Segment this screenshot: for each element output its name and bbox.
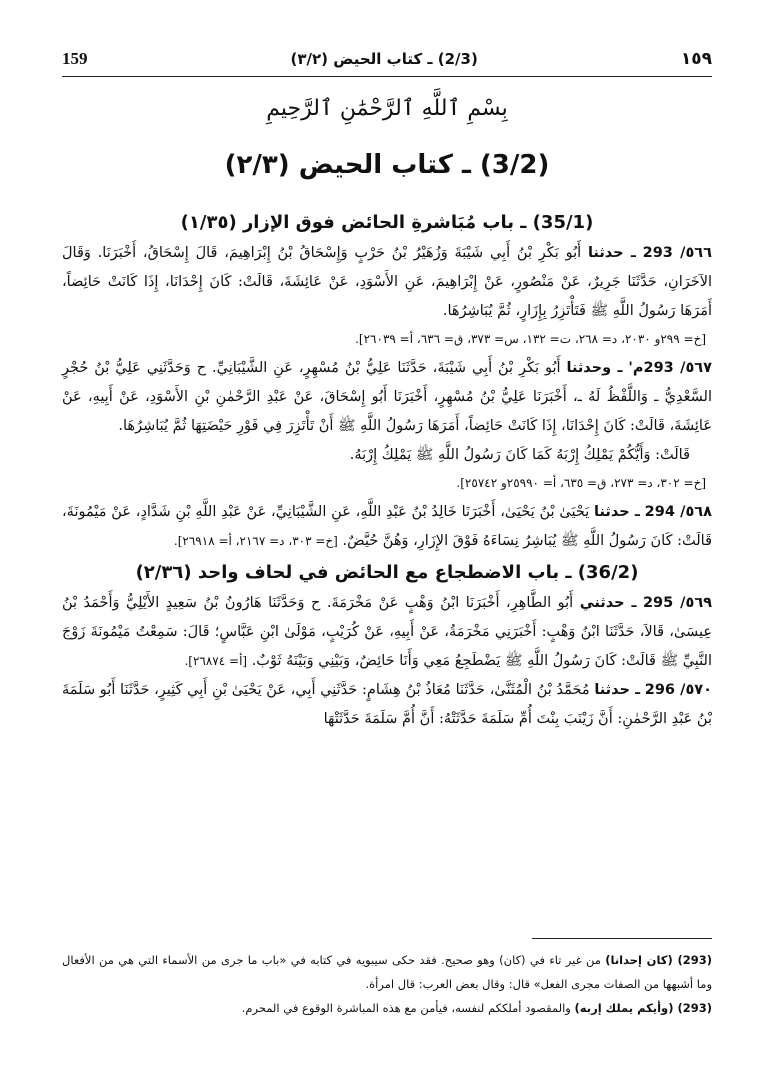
page-number-arabic: ١٥٩	[680, 49, 712, 69]
book-page	[62, 30, 712, 1070]
hadith-lead: ـ حدثنا	[594, 504, 640, 520]
footnote-ref: (293) (وأيكم يملك إربه)	[574, 1001, 712, 1015]
hadith-lead: ـ وحدثنا	[566, 360, 623, 376]
hadith-lead: ـ حدثنا	[587, 245, 636, 261]
hadith-number: ٥٦٦/ 293	[642, 245, 712, 261]
running-title: (2/3) ـ كتاب الحيض (٣/٢)	[290, 50, 478, 68]
hadith-number: ٥٧٠/ 296	[644, 682, 713, 698]
basmala: بِسْمِ ٱللَّهِ ٱلرَّحْمَٰنِ ٱلرَّحِيمِ	[266, 96, 508, 121]
hadith-lead: ـ حدثنا	[594, 682, 641, 698]
hadith-number: ٥٦٩/ 295	[642, 595, 713, 611]
hadith-number: ٥٦٧/ 293م'	[628, 360, 713, 376]
footnotes	[62, 948, 712, 1020]
hadith-text: أَبُو بَكْرِ بْنُ أَبِي شَيْبَةَ وَزُهَيْرُ بْنُ حَرْبٍ وَإِسْحَاقُ بْنُ إِبْرَاهِيمَ، قَالَ إِسْحَاقُ، أَخْبَرَنَا. وَقَالَ الآخَرَانِ، حَدَّثَنَا جَرِيرٌ، عَنْ مَنْصُورٍ، عَنْ إِبْرَاهِيمَ، عَنِ الأَسْوَدِ، عَنْ عَائِشَةَ، قَالَتْ: كَانَ إِحْدَانَا، إِذَا كَانَتْ حَائِضاً، أَمَرَهَا رَسُولُ اللَّهِ ﷺ فَتَأْتَزِرُ بِإِزَارٍ، ثُمَّ يُبَاشِرُهَا.	[62, 245, 712, 319]
hadith-570	[62, 676, 712, 734]
hadith-text: أَبُو الطَّاهِرِ، أَخْبَرَنَا ابْنُ وَهْبٍ عَنْ مَخْرَمَةَ. ح وَحَدَّثَنَا هَارُونُ بْنُ سَعِيدٍ الأَيْلِيُّ وَأَحْمَدُ بْنُ عِيسَىٰ، قَالاَ، حَدَّثَنَا ابْنُ وَهْبٍ: أَخْبَرَنِي مَخْرَمَةُ، عَنْ أَبِيهِ، عَنْ كُرَيْبٍ، مَوْلَىٰ ابْنِ عَبَّاسٍ؛ قَالَ: سَمِعْتُ مَيْمُونَةَ زَوْجَ النَّبِيِّ ﷺ قَالَتْ: كَانَ رَسُولُ اللَّهِ ﷺ يَضْطَجِعُ مَعِي وَأَنَا حَائِضٌ، وَبَيْنِي وَبَيْنَهُ ثَوْبٌ.	[62, 595, 712, 669]
hadith-source: [خ= ٣٠٢، د= ٢٧٣، ق= ٦٣٥، أ= ٢٥٩٩٠و ٢٥٧٤٢].	[456, 476, 706, 490]
hadith-text: مُحَمَّدُ بْنُ الْمُثَنَّىٰ، حَدَّثَنَا مُعَاذُ بْنُ هِشَامٍ: حَدَّثَنِي أَبِي، عَنْ يَحْيَىٰ بْنِ أَبِي كَثِيرٍ، حَدَّثَنَا أَبُو سَلَمَةَ بْنُ عَبْدِ الرَّحْمٰنِ: أَنَّ زَيْنَبَ بِنْتَ أُمِّ سَلَمَةَ حَدَّثَتْهُ: أَنَّ أُمَّ سَلَمَةَ حَدَّثَتْهَا	[62, 682, 712, 727]
footnote-rule	[532, 938, 712, 939]
page-header	[62, 44, 712, 74]
footnote	[62, 996, 712, 1020]
footnote-text: والمقصود أملككم لنفسه، فيأمن مع هذه المباشرة الوقوع في المحرم.	[241, 1001, 571, 1015]
footnote	[62, 948, 712, 996]
footnote-ref: (293) (كان إحدانا)	[605, 953, 712, 967]
hadith-567	[62, 354, 712, 441]
hadith-lead: ـ حدثني	[579, 595, 637, 611]
chapter-heading: (36/2) ـ باب الاضطجاع مع الحائض في لحاف واحد (٢/٣٦)	[135, 562, 639, 583]
hadith-source: [خ= ٣٠٣، د= ٢١٦٧، أ= ٢٦٩١٨].	[173, 534, 338, 548]
footnote-text: من غير تاء في (كان) وهو صحيح. فقد حكى سيبويه في كتابه في «باب ما جرى من الأسماء التي هي من الأفعال وما أشبهها من الصفات مجرى الفعل» قال: وقال بعض العرب: قال امرأة.	[62, 953, 712, 991]
book-title: (3/2) ـ كتاب الحيض (٢/٣)	[224, 150, 550, 180]
chapter-heading: (35/1) ـ باب مُبَاشرةِ الحائض فوق الإزار (١/٣٥)	[180, 212, 594, 233]
hadith-566	[62, 239, 712, 326]
page-number-latin: 159	[62, 49, 88, 68]
hadith-567-qalat: قَالَتْ: وَأَيُّكُمْ يَمْلِكُ إِرْبَهُ كَمَا كَانَ رَسُولُ اللَّهِ ﷺ يَمْلِكُ إِرْبَهُ.	[349, 447, 690, 463]
hadith-568	[62, 498, 712, 556]
page-body	[62, 206, 712, 734]
hadith-text: أَبُو بَكْرِ بْنُ أَبِي شَيْبَةَ، حَدَّثَنَا عَلِيُّ بْنُ مُسْهِرٍ، عَنِ الشَّيْبَانِيِّ. ح وَحَدَّثَنِي عَلِيُّ بْنُ حُجْرٍ السَّعْدِيُّ ـ وَاللَّفْظُ لَهُ ـ، أَخْبَرَنَا عَلِيُّ بْنُ مُسْهِرٍ، أَخْبَرَنَا أَبُو إِسْحَاقَ، عَنْ عَبْدِ الرَّحْمٰنِ بْنِ الأَسْوَدِ، عَنْ أَبِيهِ، عَنْ عَائِشَةَ، قَالَتْ: كَانَ إِحْدَانَا، إِذَا كَانَتْ حَائِضاً، أَمَرَهَا رَسُولُ اللَّهِ ﷺ أَنْ تَأْتَزِرَ فِي فَوْرِ حَيْضَتِهَا ثُمَّ يُبَاشِرُهَا.	[62, 360, 712, 434]
hadith-source: [أ= ٢٦٨٧٤].	[184, 654, 248, 668]
header-rule	[62, 76, 712, 77]
hadith-source: [خ= ٢٩٩و ٢٠٣٠، د= ٢٦٨، ت= ١٣٢، س= ٣٧٣، ق= ٦٣٦، أ= ٢٦٠٣٩].	[355, 332, 706, 346]
hadith-number: ٥٦٨/ 294	[644, 504, 713, 520]
hadith-text: يَحْيَىٰ بْنُ يَحْيَىٰ، أَخْبَرَنَا خَالِدُ بْنُ عَبْدِ اللَّهِ، عَنِ الشَّيْبَانِيِّ، عَنْ عَبْدِ اللَّهِ بْنِ شَدَّادٍ، عَنْ مَيْمُونَةَ، قَالَتْ: كَانَ رَسُولُ اللَّهِ ﷺ يُبَاشِرُ نِسَاءَهُ فَوْقَ الإِزَارِ، وَهُنَّ حُيَّضٌ.	[62, 504, 712, 549]
hadith-569	[62, 589, 712, 676]
